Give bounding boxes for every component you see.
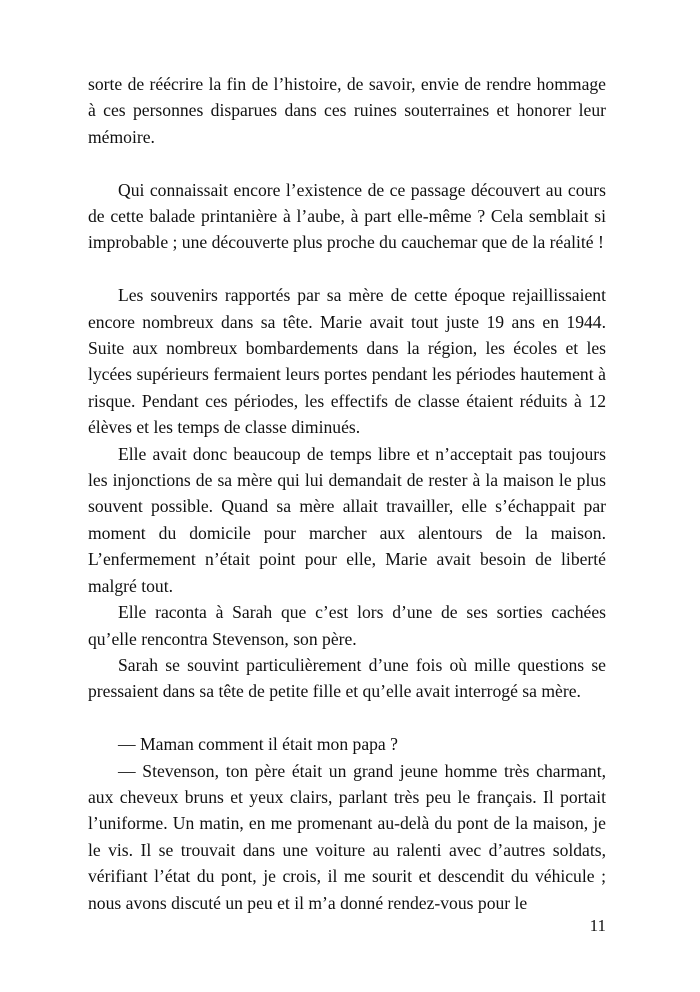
page-number: 11 <box>589 916 606 935</box>
paragraph-3: Les souvenirs rapportés par sa mère de cette époque rejaillissaient encore nombreux dans sa tête. Marie avait tout juste 19 ans en 1944. Suite aux nombreux bombardements dans la région, les écoles et les lycées supérieurs fermaient leurs portes pendant les périodes hautement à risque. Pendant ces périodes, les effectifs de classe étaient réduits à 12 élèves et les temps de classe diminués. <box>88 285 606 438</box>
paragraph-2: Qui connaissait encore l’existence de ce passage découvert au cours de cette balade printanière à l’aube, à part elle-même ? Cela semblait si improbable ; une découverte plus proche du cauchemar que de la réalité ! <box>88 179 606 253</box>
dialogue-line-2: — Stevenson, ton père était un grand jeune homme très charmant, aux cheveux bruns et yeux clairs, parlant très peu le français. Il portait l’uniforme. Un matin, en me promenant au-delà du pont de la maison, je le vis. Il se trouvait dans une voiture au ralenti avec d’autres soldats, vérifiant l’état du pont, je crois, il me sourit et descendit du véhicule ; nous avons discuté un peu et il m’a donné rendez-vous pour le <box>88 760 606 913</box>
paragraph-1: sorte de réécrire la fin de l’histoire, de savoir, envie de rendre hommage à ces personnes disparues dans ces ruines souterraines et honorer leur mémoire. <box>88 74 606 147</box>
paragraph-6: Sarah se souvint particulièrement d’une fois où mille questions se pressaient dans sa tête de petite fille et qu’elle avait interrogé sa mère. <box>88 654 606 702</box>
dialogue-line-1: — Maman comment il était mon papa ? <box>118 734 398 755</box>
paragraph-5: Elle raconta à Sarah que c’est lors d’une de ses sorties cachées qu’elle rencontra Stevenson, son père. <box>88 602 606 649</box>
paragraph-4: Elle avait donc beaucoup de temps libre et n’acceptait pas toujours les injonctions de sa mère qui lui demandait de rester à la maison le plus souvent possible. Quand sa mère allait travailler, elle s’échappait par moment du domicile pour marcher aux alentours de la maison. L’enfermement n’était point pour elle, Marie avait besoin de liberté malgré tout. <box>88 443 606 596</box>
page-body <box>88 71 606 916</box>
